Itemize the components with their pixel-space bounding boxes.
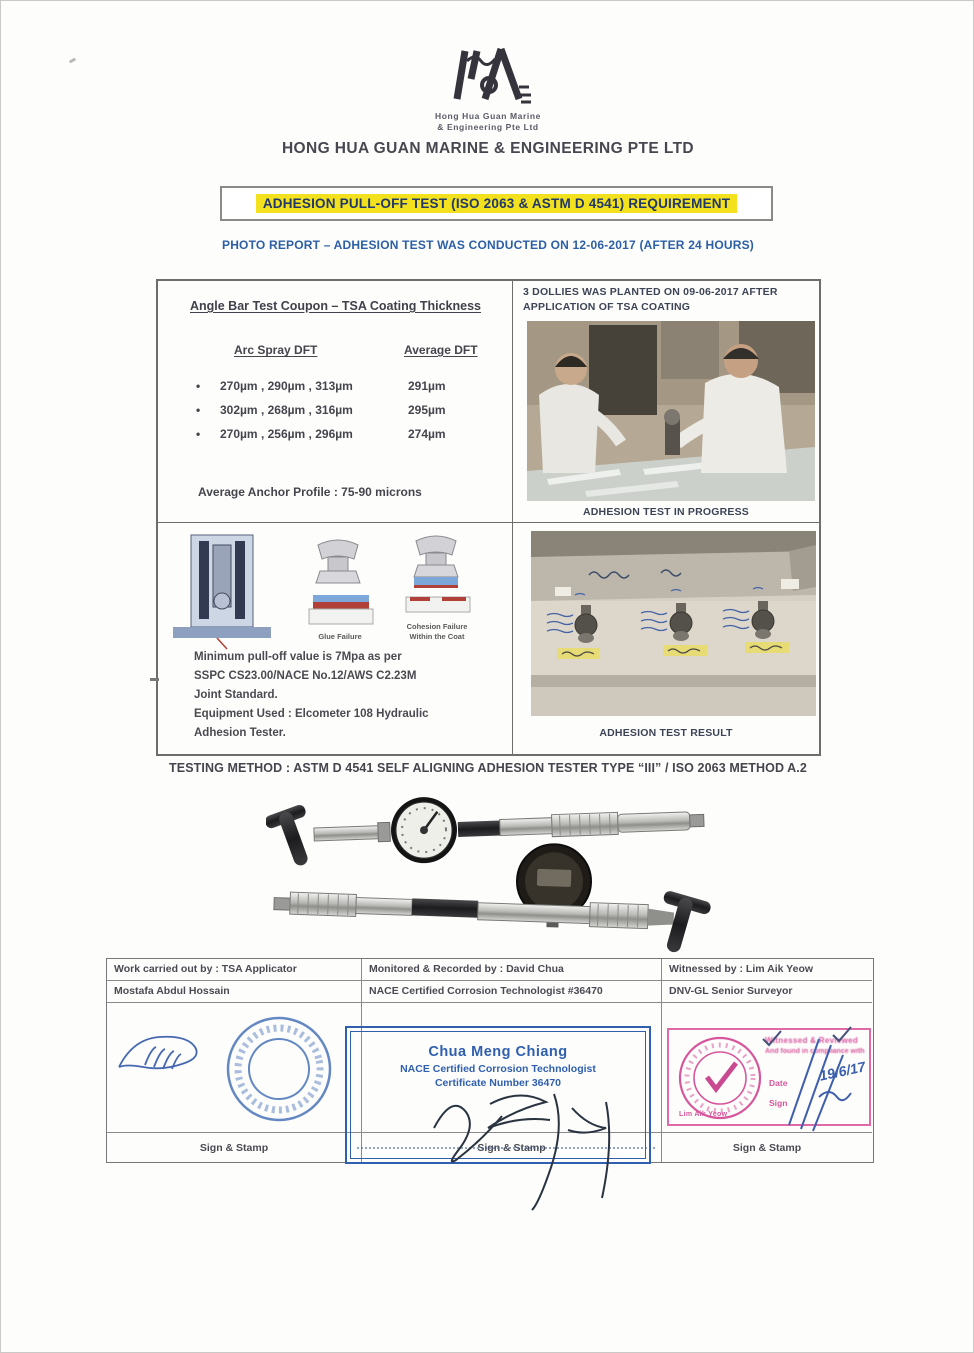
witness-date-label: Date — [769, 1078, 788, 1088]
witness-sign-label: Sign — [769, 1098, 788, 1108]
hydraulic-tester-digital — [273, 835, 711, 955]
hydraulic-tester-analog — [266, 791, 705, 873]
dft-row-readings: 302µm , 268µm , 316µm — [220, 403, 353, 417]
witness-stamp-line2: And found in compliance with — [765, 1048, 865, 1055]
dft-row-bullet: • — [196, 427, 201, 441]
applicator-signature — [113, 1029, 218, 1087]
logo-subtitle-line1: Hong Hua Guan Marine — [435, 111, 541, 121]
role-applicator: Work carried out by : TSA Applicator — [107, 959, 362, 981]
planted-caption-line2: APPLICATION OF TSA COATING — [523, 301, 691, 313]
dft-row-average: 291µm — [408, 379, 446, 393]
company-round-stamp — [223, 1013, 335, 1125]
dft-row-bullet: • — [196, 403, 201, 417]
cohesion-failure-label-line1: Cohesion Failure — [406, 622, 468, 631]
nace-stamp-name: Chua Meng Chiang — [428, 1044, 568, 1060]
name-applicator: Mostafa Abdul Hossain — [107, 981, 362, 1003]
role-monitor: Monitored & Recorded by : David Chua — [362, 959, 662, 981]
scan-artifact — [150, 678, 159, 681]
name-witness: DNV-GL Senior Surveyor — [662, 981, 872, 1003]
dft-row-average: 274µm — [408, 427, 446, 441]
company-title: HONG HUA GUAN MARINE & ENGINEERING PTE LTD — [281, 140, 695, 157]
test-in-progress-photo — [527, 321, 815, 501]
photo-report-line: PHOTO REPORT – ADHESION TEST WAS CONDUCTED ON 12-06-2017 (AFTER 24 HOURS) — [221, 238, 755, 252]
witness-stamp-name: Lim Aik Yeow — [679, 1111, 728, 1118]
anchor-profile-line: Average Anchor Profile : 75-90 microns — [198, 485, 422, 499]
dft-row-bullet: • — [196, 379, 201, 393]
company-logo-icon — [437, 45, 539, 107]
name-monitor: NACE Certified Corrosion Technologist #36470 — [362, 981, 662, 1003]
adhesion-testers-photo — [266, 791, 711, 955]
pull-off-failure-diagram — [173, 533, 508, 651]
witness-handwritten-date: 19/6/17 — [817, 1058, 867, 1084]
test-result-cell — [513, 523, 819, 754]
in-progress-caption: ADHESION TEST IN PROGRESS — [582, 506, 750, 518]
report-table — [156, 279, 821, 756]
headline-box — [220, 186, 773, 221]
scan-artifact — [69, 57, 77, 63]
standard-note-line4: Equipment Used : Elcometer 108 Hydraulic — [194, 708, 429, 720]
col-header-average-dft: Average DFT — [404, 343, 478, 357]
dnv-gl-seal — [677, 1035, 763, 1121]
dft-row-average: 295µm — [408, 403, 446, 417]
monitor-signature — [426, 1086, 641, 1236]
headline-highlighted: ADHESION PULL-OFF TEST (ISO 2063 & ASTM D 4541) REQUIREMENT — [256, 194, 737, 213]
standard-note-line5: Adhesion Tester. — [194, 727, 286, 739]
witness-stamp-line1: Witnessed & Reviewed — [765, 1036, 859, 1045]
standard-note-cell — [158, 523, 513, 754]
standard-note-line2: SSPC CS23.00/NACE No.12/AWS C2.23M — [194, 670, 417, 682]
test-in-progress-cell — [513, 281, 819, 523]
result-caption: ADHESION TEST RESULT — [599, 727, 733, 739]
testing-method-line: TESTING METHOD : ASTM D 4541 SELF ALIGNING ADHESION TESTER TYPE “III” / ISO 2063 METHOD A.2 — [169, 761, 807, 775]
cohesion-failure-label-line2: Within the Coat — [409, 632, 465, 641]
glue-failure-label: Glue Failure — [318, 632, 362, 641]
col-header-arc-spray-dft: Arc Spray DFT — [234, 343, 318, 357]
dft-row-readings: 270µm , 290µm , 313µm — [220, 379, 353, 393]
sign-stamp-footer: Sign & Stamp — [107, 1133, 362, 1162]
nace-stamp-title: NACE Certified Corrosion Technologist — [400, 1063, 596, 1075]
dft-row-readings: 270µm , 256µm , 296µm — [220, 427, 353, 441]
standard-note-line1: Minimum pull-off value is 7Mpa as per — [194, 651, 402, 663]
nace-stamp-cert-number: Certificate Number 36470 — [434, 1077, 562, 1089]
sign-stamp-footer: Sign & Stamp — [362, 1133, 662, 1162]
coating-table-title: Angle Bar Test Coupon – TSA Coating Thickness — [189, 299, 481, 313]
logo-subtitle-line2: & Engineering Pte Ltd — [437, 122, 539, 132]
standard-note-line3: Joint Standard. — [194, 689, 278, 701]
coating-thickness-cell — [158, 281, 513, 523]
role-witness: Witnessed by : Lim Aik Yeow — [662, 959, 872, 981]
planted-caption-line1: 3 DOLLIES WAS PLANTED ON 09-06-2017 AFTER — [523, 286, 778, 298]
sign-stamp-footer: Sign & Stamp — [732, 1141, 802, 1154]
test-result-photo — [531, 531, 816, 716]
